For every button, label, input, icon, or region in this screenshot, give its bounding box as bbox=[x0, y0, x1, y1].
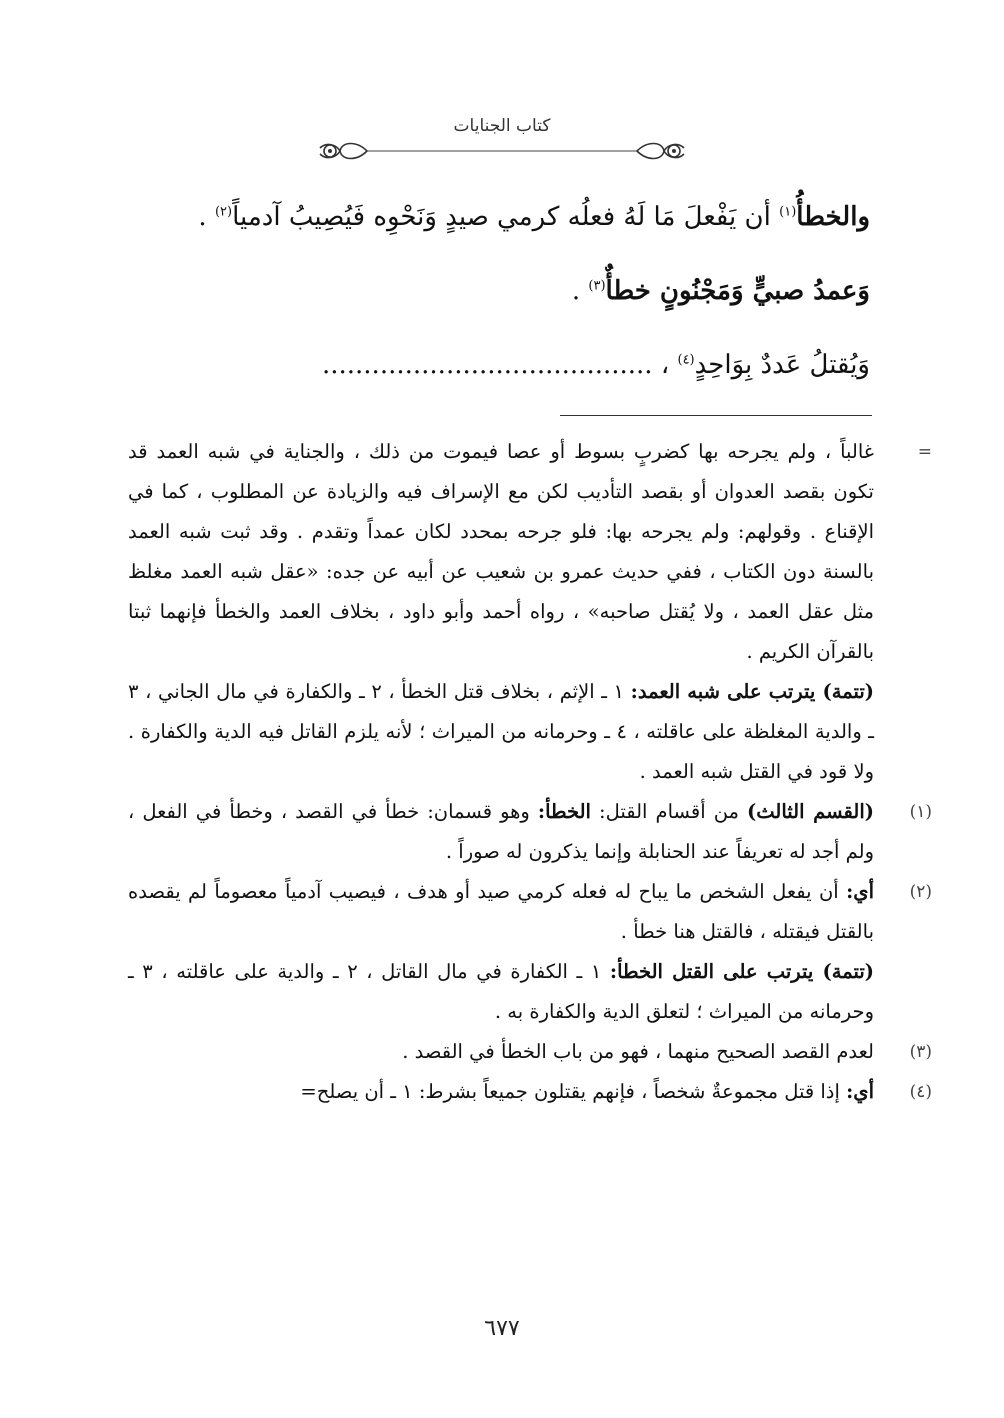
footnote-3-marker: (٣) bbox=[909, 1042, 932, 1062]
main-line-3-text: وَيُقتلُ عَددٌ بِوَاحِدٍ bbox=[694, 350, 870, 380]
ref-1: (١) bbox=[779, 204, 797, 220]
main-line-1: والخطأُ$^{(١)}$ أن يَفْعلَ مَا لَهُ فعلُه كرمي صيدٍ وَنَحْوِه فَيُصِيبُ آدمياً$^{(٢)}$ . bbox=[198, 202, 870, 232]
footnote-4-marker: (٤) bbox=[909, 1082, 932, 1102]
footnotes bbox=[128, 432, 932, 1112]
footnote-1: (١) (القسم الثالث) من أقسام القتل: الخطأ: وهو قسمان: خطأ في القصد ، وخطأ في الفعل ، ولم أجد له تعريفاً عند الحنابلة وإنما يذكرون له صوراً . bbox=[128, 792, 874, 872]
term-khata: والخطأُ bbox=[796, 202, 870, 232]
footnote-3: (٣) لعدم القصد الصحيح منهما ، فهو من باب الخطأ في القصد . bbox=[128, 1032, 874, 1072]
header-ornament-icon bbox=[312, 136, 692, 166]
ref-2: (٢) bbox=[214, 204, 233, 220]
ref-4: (٤) bbox=[677, 352, 695, 368]
main-line-2-text: وَعمدُ صبيٍّ وَمَجْنُونٍ خطأٌ bbox=[605, 276, 870, 306]
page-number: ٦٧٧ bbox=[484, 1316, 520, 1341]
footnote-2-marker: (٢) bbox=[909, 882, 932, 902]
footnote-1-marker: (١) bbox=[909, 802, 932, 822]
footnote-4: (٤) أي: إذا قتل مجموعةٌ شخصاً ، فإنهم يقتلون جميعاً بشرط: ١ ـ أن يصلح= bbox=[128, 1072, 874, 1112]
main-line-1-text: أن يَفْعلَ مَا لَهُ فعلُه كرمي صيدٍ وَنَحْوِه فَيُصِيبُ آدمياً bbox=[232, 202, 780, 232]
tatimma-khata: (تتمة) يترتب على القتل الخطأ: ١ ـ الكفارة في مال القاتل ، ٢ ـ والدية على عاقلته ، ٣ ـ وحرمانه من الميراث ؛ لتعلق الدية والكفارة به . bbox=[128, 960, 875, 1023]
main-line-3 bbox=[130, 328, 870, 402]
running-header-title: كتاب الجنايات bbox=[453, 116, 551, 136]
footnote-continuation: = غالباً ، ولم يجرحه بها كضربٍ بسوط أو عصا فيموت من ذلك ، والجناية في شبه العمد قد تكون بقصد العدوان أو بقصد التأديب لكن مع الإسراف فيه والزيادة عن المطلوب ، كما في الإقناع . وقولهم: ولم يجرحه بها: فلو جرحه بمحدد لكان عمداً وتقدم . وقد ثبت شبه العمد بالسنة دون الكتاب ، ففي حديث عمرو بن شعيب عن أبيه عن جده: «عقل شبه العمد مغلظ مثل عقل العمد ، ولا يُقتل صاحبه» ، رواه أحمد وأبو داود ، بخلاف العمد والخطأ فإنهما ثبتا بالقرآن الكريم . bbox=[128, 432, 874, 672]
continuation-marker: = bbox=[917, 442, 932, 462]
footnote-2: (٢) أي: أن يفعل الشخص ما يباح له فعله كرمي صيد أو هدف ، فيصيب آدمياً معصوماً لم يقصده بالقتل فيقتله ، فالقتل هنا خطأ . bbox=[128, 872, 874, 952]
main-line-2: وَعمدُ صبيٍّ وَمَجْنُونٍ خطأٌ$^{(٣)}$ . bbox=[571, 276, 870, 306]
main-text bbox=[130, 180, 870, 402]
continuation-dots: ، ........................................ bbox=[321, 350, 678, 380]
tatimma-shibh-amd: (تتمة) يترتب على شبه العمد: ١ ـ الإثم ، بخلاف قتل الخطأ ، ٢ ـ والكفارة في مال الجاني ، ٣ ـ والدية المغلظة على عاقلته ، ٤ ـ وحرمانه من الميراث ؛ لأنه يلزم القاتل فيه الدية والكفارة . ولا قود في القتل شبه العمد . bbox=[128, 680, 875, 783]
ref-3: (٣) bbox=[588, 278, 606, 294]
footnote-separator bbox=[560, 415, 872, 416]
